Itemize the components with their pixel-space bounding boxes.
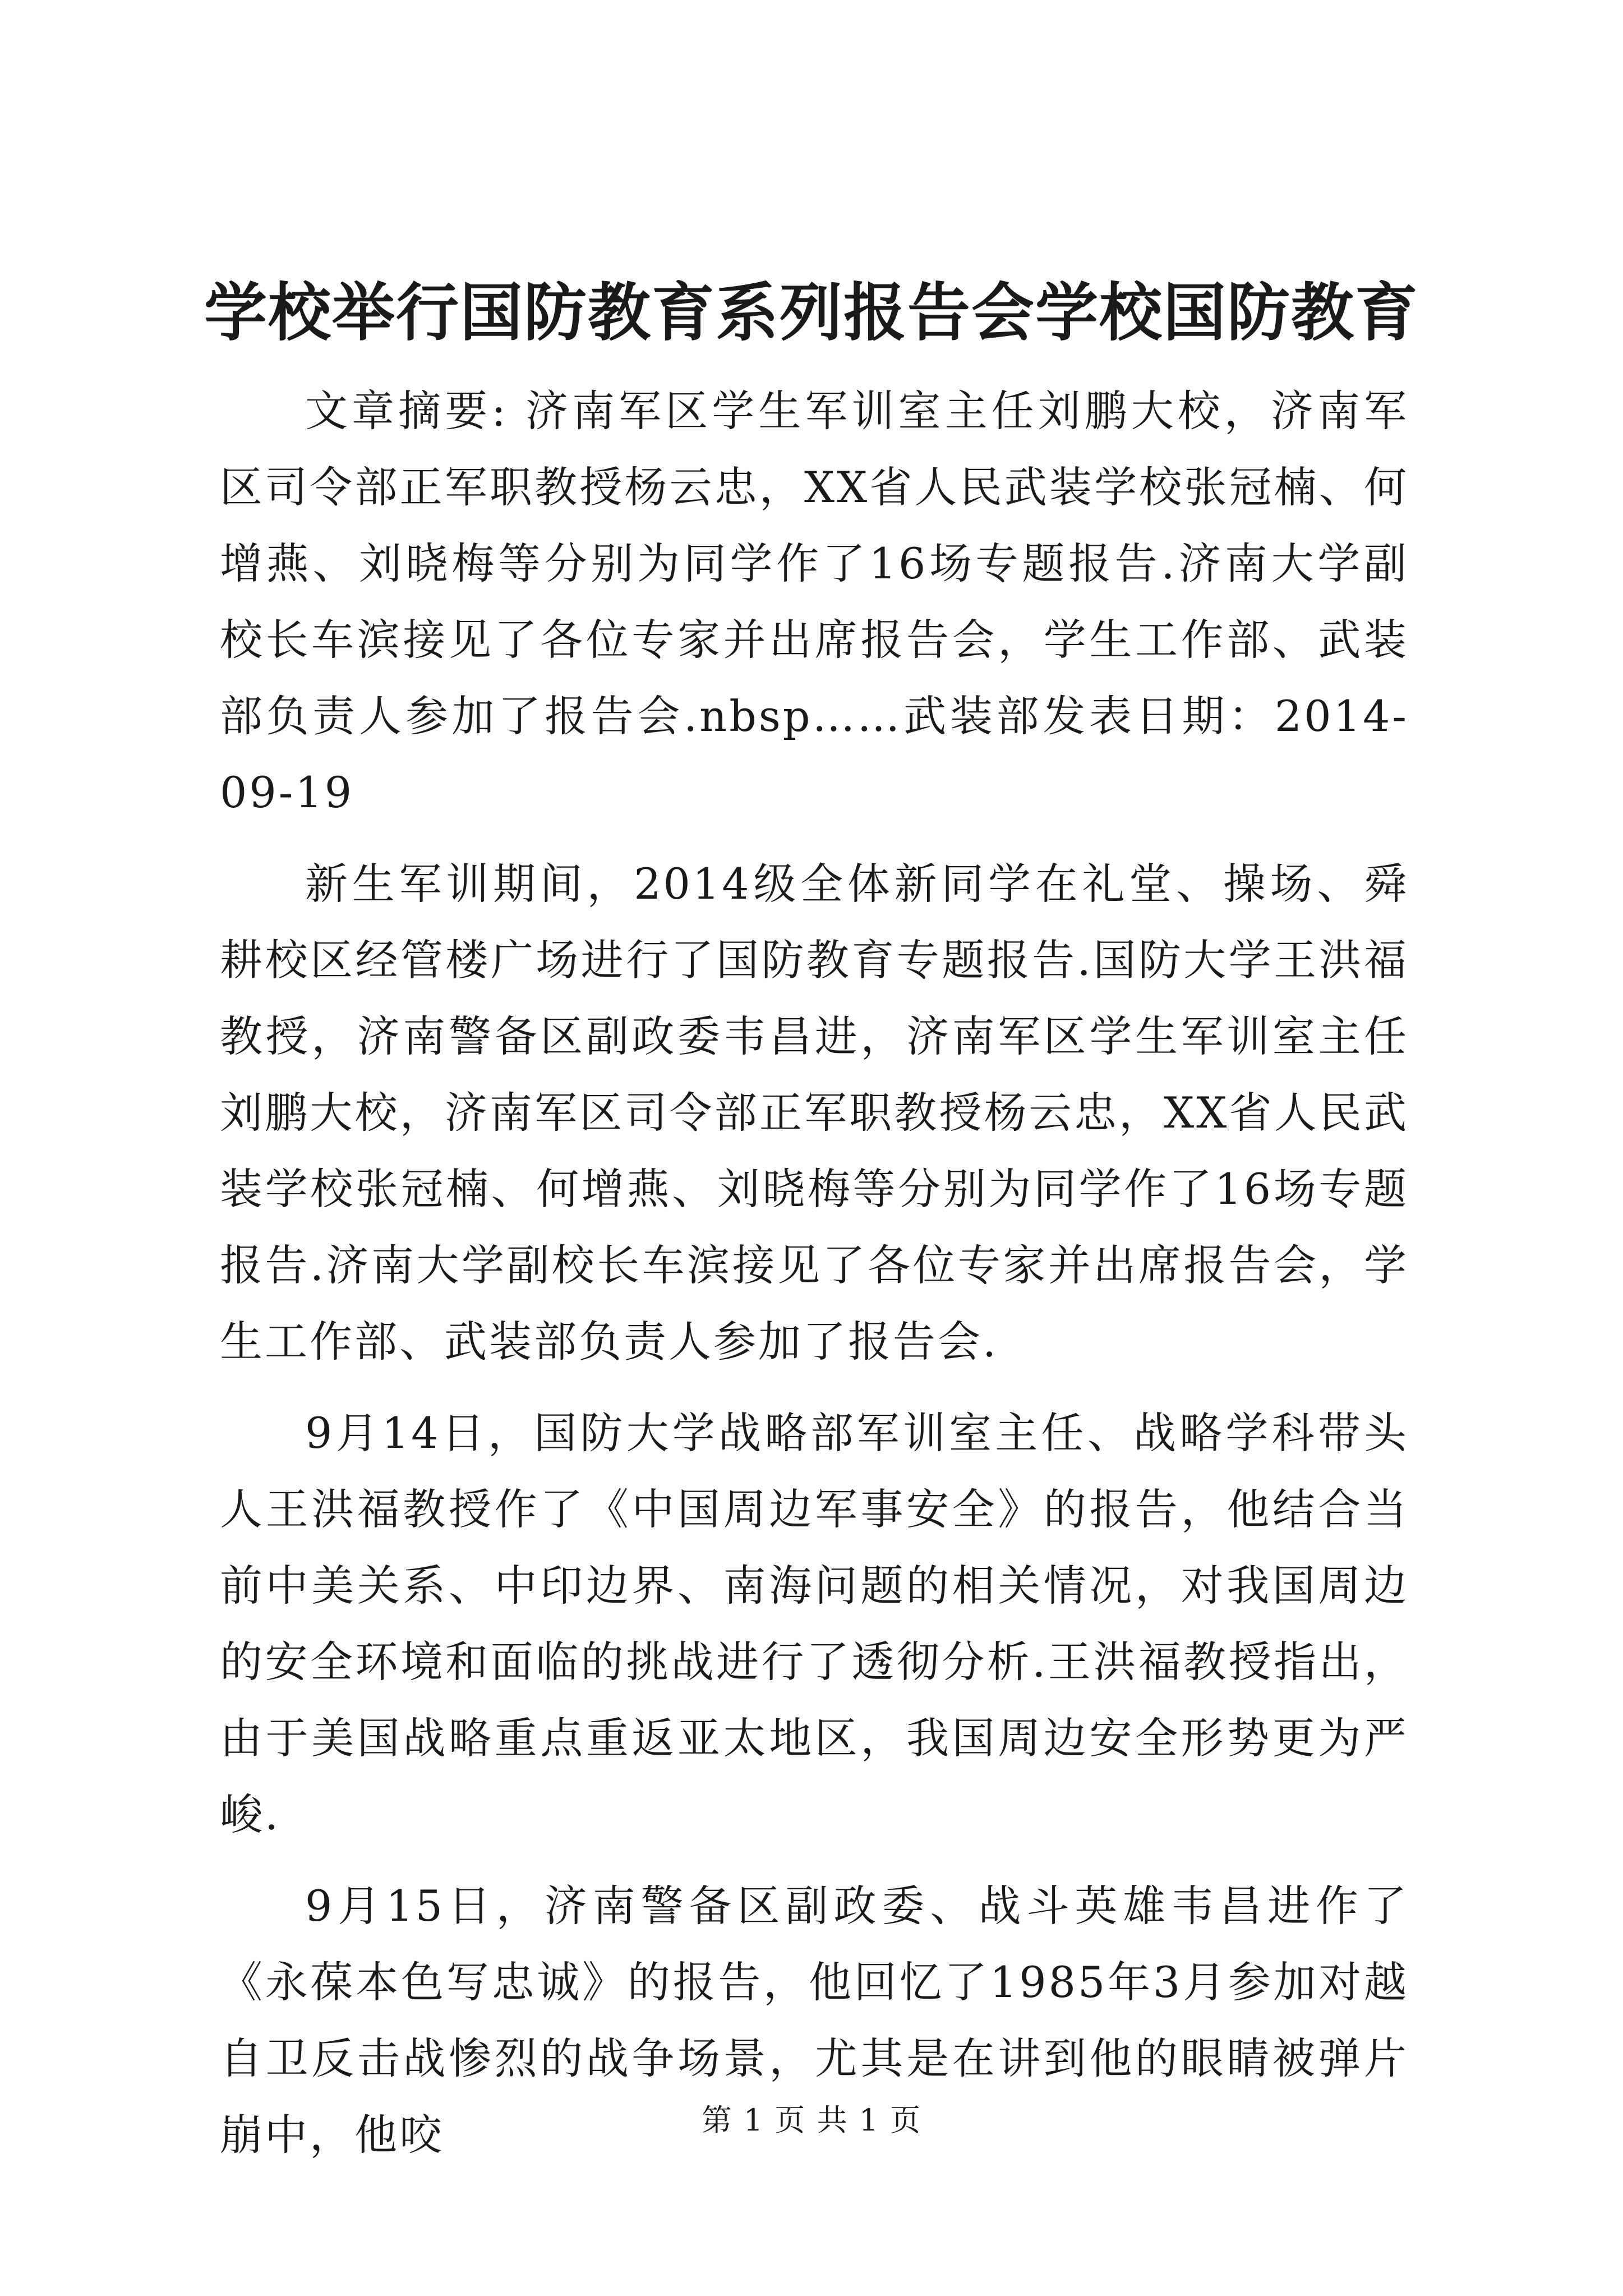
document-body [220, 373, 1409, 2188]
document-title: 学校举行国防教育系列报告会学校国防教育 [204, 276, 1419, 349]
paragraph-sept-14: 9月14日，国防大学战略部军训室主任、战略学科带头人王洪福教授作了《中国周边军事安全》的报告，他结合当前中美关系、中印边界、南海问题的相关情况，对我国周边的安全环境和面临的挑战进行了透彻分析.王洪福教授指出，由于美国战略重点重返亚太地区，我国周边安全形势更为严峻. [220, 1408, 1409, 1839]
page-footer: 第 1 页 共 1 页 [701, 2102, 922, 2138]
paragraph-abstract: 文章摘要: 济南军区学生军训室主任刘鹏大校，济南军区司令部正军职教授杨云忠，XX省人民武装学校张冠楠、何增燕、刘晓梅等分别为同学作了16场专题报告.济南大学副校长车滨接见了各位专家并出席报告会，学生工作部、武装部负责人参加了报告会.nbsp……武装部发表日期：2014-09-19 [220, 386, 1409, 817]
paragraph-military-training: 新生军训期间，2014级全体新同学在礼堂、操场、舜耕校区经管楼广场进行了国防教育专题报告.国防大学王洪福教授，济南警备区副政委韦昌进，济南军区学生军训室主任刘鹏大校，济南军区司令部正军职教授杨云忠，XX省人民武装学校张冠楠、何增燕、刘晓梅等分别为同学作了16场专题报告.济南大学副校长车滨接见了各位专家并出席报告会，学生工作部、武装部负责人参加了报告会. [220, 859, 1409, 1366]
paragraph-sept-15: 9月15日，济南警备区副政委、战斗英雄韦昌进作了《永葆本色写忠诚》的报告，他回忆了1985年3月参加对越自卫反击战惨烈的战争场景，尤其是在讲到他的眼睛被弹片崩中，他咬 [220, 1881, 1409, 2160]
